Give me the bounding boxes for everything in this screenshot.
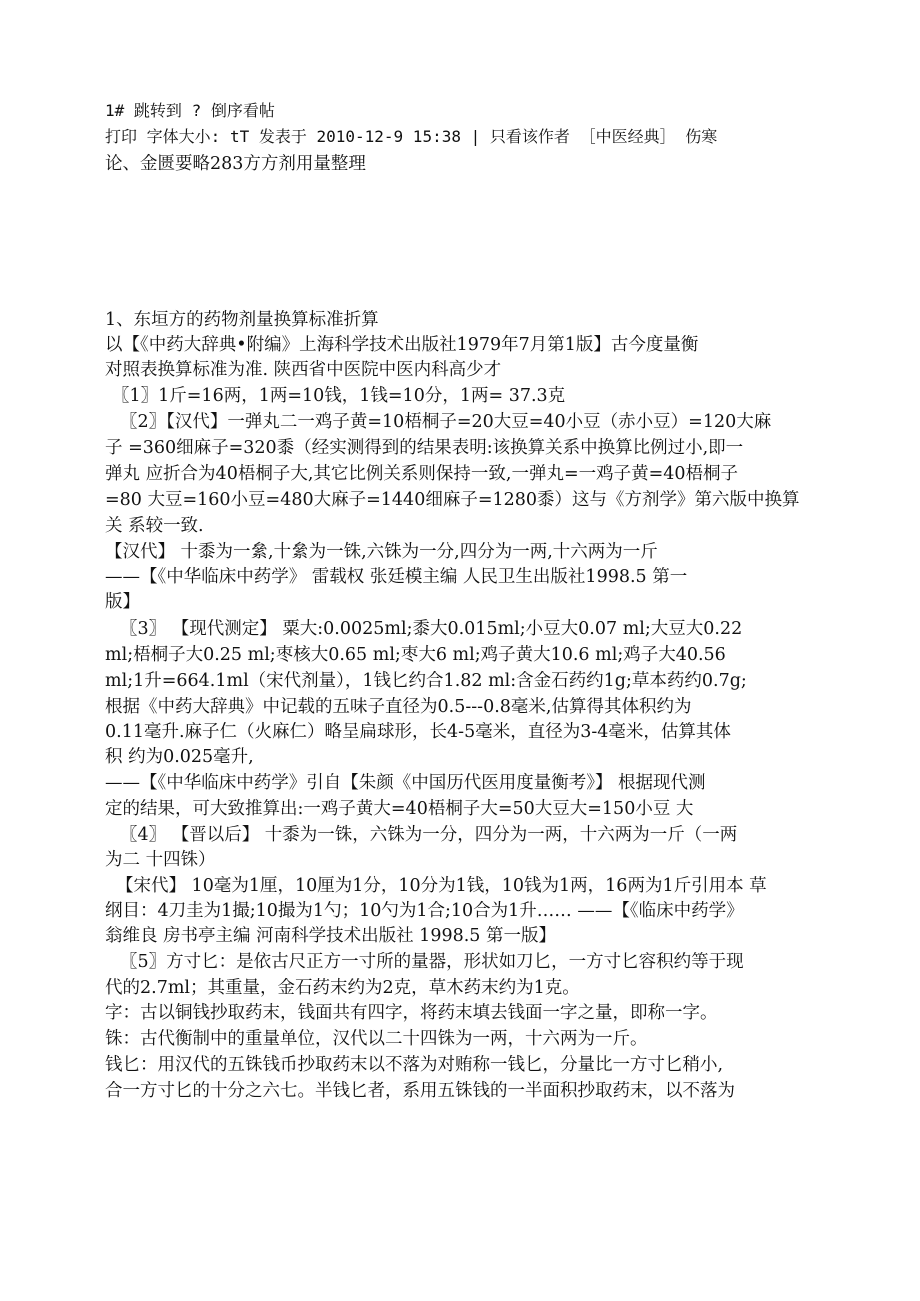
body-line: 子 =360细麻子=320黍（经实测得到的结果表明:该换算关系中换算比例过小,即一 bbox=[105, 438, 744, 458]
body-line: 【宋代】 10毫为1厘，10厘为1分，10分为1钱，10钱为1两，16两为1斤引用本 草 bbox=[116, 876, 767, 896]
body-line: ——【《中华临床中药学》 雷载权 张廷模主编 人民卫生出版社1998.5 第一 bbox=[105, 567, 688, 587]
category-tag[interactable]: ［中医经典］ bbox=[579, 127, 676, 146]
body-line: 积 约为0.025毫升, bbox=[105, 747, 254, 767]
print-link[interactable]: 打印 bbox=[105, 127, 138, 146]
posted-time: 发表于 2010-12-9 15:38 bbox=[258, 127, 461, 146]
body-line: 根据《中药大辞典》中记载的五味子直径为0.5---0.8毫米,估算得其体积约为 bbox=[105, 697, 692, 717]
body-line: 关 系较一致. bbox=[105, 516, 204, 536]
body-line: 对照表换算标准为准. 陕西省中医院中医内科高少才 bbox=[105, 360, 502, 380]
body-line: 字：古以铜钱抄取药末，钱面共有四字，将药末填去钱面一字之量，即称一字。 bbox=[105, 1003, 718, 1023]
jump-question-mark: ? bbox=[191, 101, 202, 120]
post-toolbar-line1 bbox=[105, 99, 817, 123]
body-line: ——【《中华临床中药学》引自【朱颜《中国历代医用度量衡考》】 根据现代测 bbox=[105, 773, 706, 793]
body-line: =80 大豆=160小豆=480大麻子=1440细麻子=1280黍）这与《方剂学》第六版中换算 bbox=[105, 490, 800, 510]
body-line: ml;1升=664.1ml（宋代剂量），1钱匕约合1.82 ml:含金石药约1g;草本药约0.7g; bbox=[105, 671, 747, 691]
font-size-toggle[interactable]: tT bbox=[229, 127, 250, 146]
body-line: 1、东垣方的药物剂量换算标准折算 bbox=[105, 310, 379, 330]
body-line: 〖4〗 【晋以后】 十黍为一铢，六铢为一分，四分为一两，十六两为一斤（一两 bbox=[120, 825, 738, 845]
body-line: 〖5〗方寸匕：是依古尺正方一寸所的量器，形状如刀匕，一方寸匕容积约等于现 bbox=[120, 952, 744, 972]
body-line: 纲目：4刀圭为1撮;10撮为1勺；10勺为1合;10合为1升…… ——【《临床中药学》 bbox=[105, 901, 744, 921]
separator: | bbox=[470, 127, 481, 146]
body-line: 定的结果，可大致推算出:一鸡子黄大=40梧桐子大=50大豆大=150小豆 大 bbox=[105, 799, 694, 819]
jump-to-link[interactable]: 跳转到 bbox=[133, 101, 182, 120]
body-line: 弹丸 应折合为40梧桐子大,其它比例关系则保持一致,一弹丸=一鸡子黄=40梧桐子 bbox=[105, 464, 739, 484]
floor-number: 1# bbox=[105, 101, 125, 120]
body-line: 〖1〗1斤=16两，1两=10钱，1钱=10分，1两= 37.3克 bbox=[112, 386, 566, 406]
body-line: 版】 bbox=[105, 592, 140, 612]
font-size-label: 字体大小: bbox=[146, 127, 221, 146]
body-line: 为二 十四铢） bbox=[105, 850, 216, 870]
body-line: 翁维良 房书亭主编 河南科学技术出版社 1998.5 第一版】 bbox=[105, 926, 556, 946]
body-line: 铢：古代衡制中的重量单位，汉代以二十四铢为一两，十六两为一斤。 bbox=[105, 1029, 648, 1049]
post-toolbar-line2 bbox=[105, 125, 817, 149]
body-line: 【汉代】 十黍为一絫,十絫为一铢,六铢为一分,四分为一两,十六两为一斤 bbox=[105, 542, 658, 562]
body-line: ml;梧桐子大0.25 ml;枣核大0.65 ml;枣大6 ml;鸡子黄大10.6 ml;鸡子大40.56 bbox=[105, 645, 726, 665]
reverse-order-link[interactable]: 倒序看帖 bbox=[210, 101, 275, 120]
body-line: 0.11毫升.麻子仁（火麻仁）略呈扁球形，长4-5毫米，直径为3-4毫米，估算其体 bbox=[105, 722, 731, 742]
only-author-link[interactable]: 只看该作者 bbox=[489, 127, 570, 146]
body-line: 合一方寸匕的十分之六七。半钱匕者，系用五铢钱的一半面积抄取药末，以不落为 bbox=[105, 1081, 735, 1101]
post-title-part1: 伤寒 bbox=[685, 127, 718, 146]
post-title-part2: 论、金匮要略283方方剂用量整理 bbox=[105, 154, 366, 174]
body-line: 〖3〗 【现代测定】 粟大:0.0025ml;黍大0.015ml;小豆大0.07 ml;大豆大0.22 bbox=[120, 619, 743, 639]
body-line: 〖2〗【汉代】一弹丸二一鸡子黄=10梧桐子=20大豆=40小豆（赤小豆）=120大麻 bbox=[120, 412, 772, 432]
body-line: 代的2.7ml；其重量，金石药末约为2克，草木药末约为1克。 bbox=[105, 978, 580, 998]
body-line: 钱匕：用汉代的五铢钱币抄取药末以不落为对贿称一钱匕，分量比一方寸匕稍小, bbox=[105, 1055, 724, 1075]
body-line: 以【《中药大辞典•附编》上海科学技术出版社1979年7月第1版】古今度量衡 bbox=[105, 335, 699, 355]
